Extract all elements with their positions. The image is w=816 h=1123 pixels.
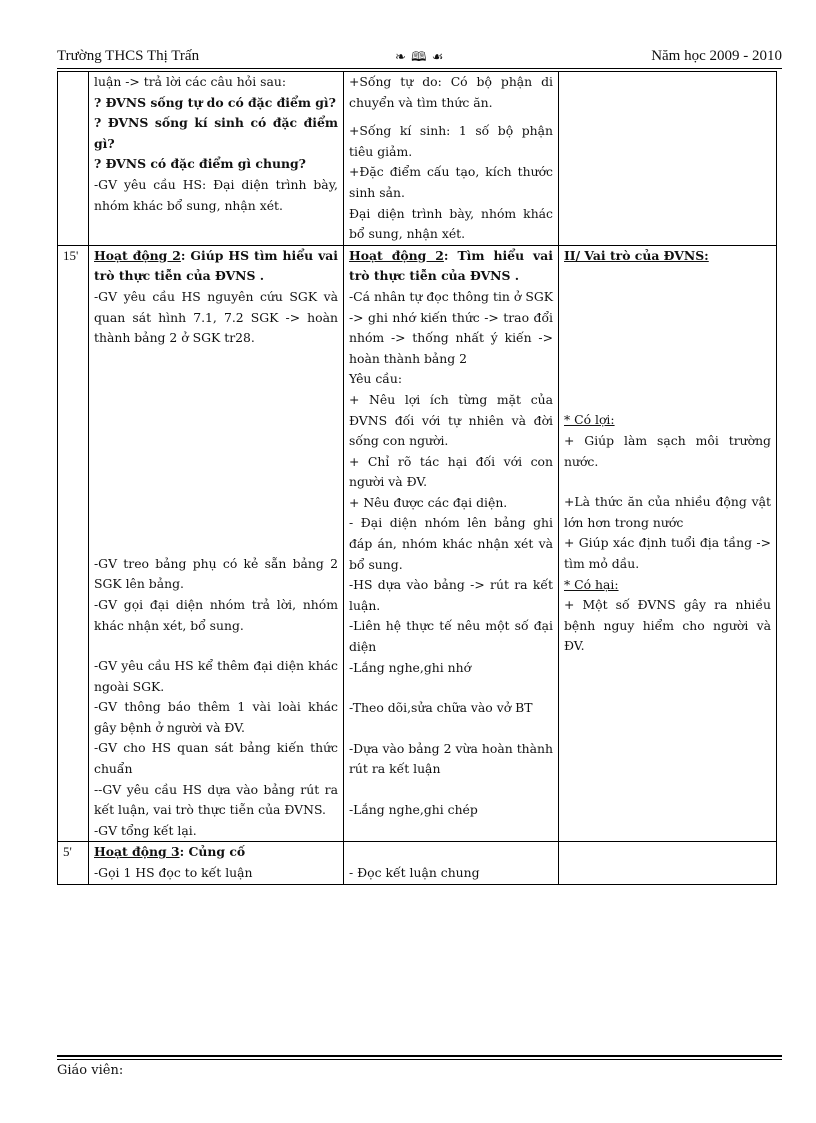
question-line: ? ĐVNS sống kí sinh có đặc điểm gì? <box>94 115 338 151</box>
school-name: Trường THCS Thị Trấn <box>57 48 200 64</box>
header-ornament-icon: ❧ 🕮 ☙ <box>395 49 445 64</box>
table-row <box>58 842 777 884</box>
time-cell: 15' <box>58 245 89 842</box>
table-row <box>58 245 777 842</box>
content-line: + Một số ĐVNS gây ra nhiều bệnh nguy hiểm cho người và ĐV. <box>564 597 771 654</box>
footer-divider <box>57 1059 782 1060</box>
teacher-line: -GV thông báo thêm 1 vài loài khác gây bệnh ở người và ĐV. <box>94 699 338 735</box>
footer-teacher-label: Giáo viên: <box>57 1063 124 1078</box>
footer-divider <box>57 1055 782 1057</box>
student-line: -Lắng nghe,ghi chép <box>349 802 478 817</box>
page-header <box>57 48 782 70</box>
teacher-activity-cell <box>89 72 344 246</box>
teacher-line: -Gọi 1 HS đọc to kết luận <box>94 865 253 881</box>
content-line: * Có lợi: <box>564 412 615 428</box>
table-row <box>58 72 777 246</box>
lesson-plan-table <box>57 71 777 885</box>
teacher-line: -GV treo bảng phụ có kẻ sẵn bảng 2 SGK lên bảng. <box>94 555 338 592</box>
student-line: -Lắng nghe,ghi nhớ <box>349 659 472 675</box>
question-line: ? ĐVNS sống tự do có đặc điểm gì? <box>94 94 336 110</box>
time-cell <box>58 72 89 246</box>
student-line: + Nêu lợi ích từng mặt của ĐVNS đối với tự nhiên và đời sống con người. <box>349 391 553 449</box>
student-line: - Đọc kết luận chung <box>349 865 480 881</box>
teacher-line: -GV yêu cầu HS: Đại diện trình bày, nhóm khác bổ sung, nhận xét. <box>94 176 338 213</box>
content-line: +Là thức ăn của nhiều động vật lớn hơn trong nước <box>564 494 771 530</box>
student-line: -Liên hệ thực tế nêu một số đại diện <box>349 618 553 655</box>
student-line: -HS dựa vào bảng -> rút ra kết luận. <box>349 577 553 613</box>
header-divider <box>57 68 782 69</box>
content-cell <box>559 72 777 246</box>
teacher-line: --GV yêu cầu HS dựa vào bảng rút ra kết luận, vai trò thực tiễn của ĐVNS. <box>94 781 338 818</box>
teacher-activity-cell <box>89 842 344 884</box>
teacher-line: -GV yêu cầu HS kể thêm đại diện khác ngoài SGK. <box>94 658 338 694</box>
activity-title: Hoạt động 3: Củng cố <box>94 844 246 860</box>
student-activity-cell <box>344 72 559 246</box>
student-line: +Sống tự do: Có bộ phận di chuyển và tìm thức ăn. <box>349 74 553 110</box>
teacher-activity-cell <box>89 245 344 842</box>
activity-title: Hoạt động 2: Giúp HS tìm hiểu vai trò thực tiễn của ĐVNS . <box>94 247 339 284</box>
school-year: Năm học 2009 - 2010 <box>651 48 782 64</box>
student-line: -Cá nhân tự đọc thông tin ở SGK -> ghi nhớ kiến thức -> trao đổi nhóm -> thống nhất ý kiến -> hoàn thành bảng 2 <box>349 288 553 366</box>
student-line: +Sống kí sinh: 1 số bộ phận tiêu giảm. <box>349 123 553 159</box>
content-line: * Có hại: <box>564 576 619 592</box>
activity-title: Hoạt động 2: Tìm hiểu vai trò thực tiễn của ĐVNS . <box>349 247 553 284</box>
teacher-line: -GV gọi đại diện nhóm trả lời, nhóm khác nhận xét, bổ sung. <box>94 596 338 633</box>
section-heading: II/ Vai trò của ĐVNS: <box>564 247 709 263</box>
question-line: ? ĐVNS có đặc điểm gì chung? <box>94 156 306 172</box>
teacher-line: -GV yêu cầu HS nguyên cứu SGK và quan sát hình 7.1, 7.2 SGK -> hoàn thành bảng 2 ở SGK tr28. <box>94 288 338 346</box>
student-line: Yêu cầu: <box>349 371 403 387</box>
content-line: + Giúp xác định tuổi địa tầng -> tìm mỏ dầu. <box>564 535 771 571</box>
student-line: - Đại diện nhóm lên bảng ghi đáp án, nhóm khác nhận xét và bổ sung. <box>349 515 553 572</box>
student-line: + Chỉ rõ tác hại đối với con người và ĐV. <box>349 453 553 490</box>
student-activity-cell <box>344 245 559 842</box>
content-cell <box>559 245 777 842</box>
student-line: -Theo dõi,sửa chữa vào vở BT <box>349 700 533 716</box>
content-cell <box>559 842 777 884</box>
student-line: Đại diện trình bày, nhóm khác bổ sung, nhận xét. <box>349 205 553 242</box>
time-cell: 5' <box>58 842 89 884</box>
content-line: + Giúp làm sạch môi trường nước. <box>564 432 771 469</box>
teacher-line: -GV cho HS quan sát bảng kiến thức chuẩn <box>94 740 338 777</box>
student-line: + Nêu được các đại diện. <box>349 494 508 510</box>
student-line: +Đặc điểm cấu tạo, kích thước sinh sản. <box>349 164 553 200</box>
teacher-line: luận -> trả lời các câu hỏi sau: <box>94 74 287 89</box>
teacher-line: -GV tổng kết lại. <box>94 822 197 838</box>
student-activity-cell <box>344 842 559 884</box>
student-line: -Dựa vào bảng 2 vừa hoàn thành rút ra kết luận <box>349 740 553 777</box>
